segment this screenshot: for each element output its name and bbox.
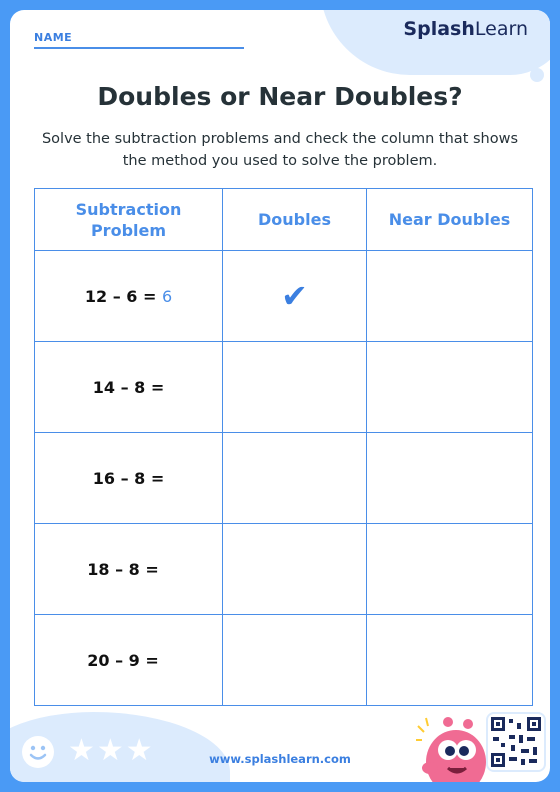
instructions: Solve the subtraction problems and check the column that shows the method you used to solve the problem. <box>41 131 519 169</box>
column-header-doubles: Doubles <box>223 189 367 251</box>
worksheet-page <box>10 10 550 782</box>
mascot-monster <box>416 710 496 782</box>
brand-logo <box>403 18 528 40</box>
doubles-check-cell[interactable] <box>223 433 367 524</box>
qr-code[interactable] <box>488 714 544 770</box>
table-row <box>35 524 533 615</box>
decorative-dot <box>530 68 544 82</box>
table-row <box>35 433 533 524</box>
problem-text: 16 – 8 = <box>92 468 165 488</box>
star-icon: ★★★ <box>68 733 155 768</box>
doubles-check-cell[interactable] <box>223 342 367 433</box>
near-doubles-check-cell[interactable] <box>367 524 533 615</box>
near-doubles-check-cell[interactable] <box>367 342 533 433</box>
page-title: Doubles or Near Doubles? <box>97 82 463 111</box>
problem-text: 20 – 9 = <box>87 650 159 670</box>
doubles-check-cell[interactable] <box>223 251 367 342</box>
near-doubles-check-cell[interactable] <box>367 251 533 342</box>
near-doubles-check-cell[interactable] <box>367 615 533 706</box>
problem-cell <box>35 524 223 615</box>
problem-cell <box>35 615 223 706</box>
table-row <box>35 342 533 433</box>
problem-cell <box>35 342 223 433</box>
website-link[interactable]: www.splashlearn.com <box>209 752 351 766</box>
column-header-near-doubles: Near Doubles <box>367 189 533 251</box>
column-header-problem: Subtraction Problem <box>35 189 223 251</box>
brand-logo-bold: Splash <box>403 18 475 40</box>
checkmark-icon: ✔ <box>281 277 308 315</box>
near-doubles-check-cell[interactable] <box>367 433 533 524</box>
doubles-check-cell[interactable] <box>223 615 367 706</box>
problem-cell <box>35 433 223 524</box>
problem-text: 12 – 6 = <box>84 286 162 306</box>
name-field[interactable] <box>34 26 244 49</box>
doubles-check-cell[interactable] <box>223 524 367 615</box>
brand-logo-light: Learn <box>474 18 528 40</box>
problem-text: 14 – 8 = <box>92 377 165 397</box>
decorative-dot <box>354 26 364 36</box>
problem-text: 18 – 8 = <box>87 559 159 579</box>
table-row <box>35 251 533 342</box>
table-header-row <box>35 189 533 251</box>
problem-cell <box>35 251 223 342</box>
name-label: NAME <box>34 31 73 44</box>
problem-table <box>34 188 533 706</box>
answer-text: 6 <box>161 286 173 306</box>
table-row <box>35 615 533 706</box>
